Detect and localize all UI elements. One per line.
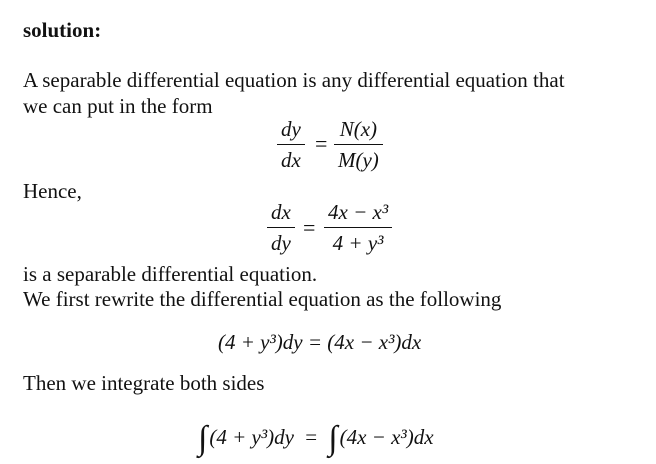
eq2-rhs-denominator: 4 + y³ xyxy=(332,231,384,256)
eq2-equals-sign: = xyxy=(303,215,316,240)
eq4-lhs-integrand: (4 + y³)dy xyxy=(209,425,294,449)
eq1-rhs-numerator: N(x) xyxy=(339,117,378,141)
eq2-lhs-fraction xyxy=(267,200,295,255)
eq1-equals-sign: = xyxy=(315,131,328,156)
rewrite-statement: We first rewrite the differential equation as the following xyxy=(23,287,502,311)
eq1-rhs-fraction-bar xyxy=(334,144,383,145)
eq4-equals-sign: = xyxy=(305,425,318,449)
eq1-rhs-fraction xyxy=(334,117,383,172)
separable-statement: is a separable differential equation. xyxy=(23,262,318,286)
eq4-rhs-integrand: (4x − x³)dx xyxy=(339,425,434,449)
eq2-lhs-fraction-bar xyxy=(267,227,295,228)
eq4-rhs-integral-sign: ∫ xyxy=(328,420,338,457)
integrate-statement: Then we integrate both sides xyxy=(23,371,265,395)
eq1-rhs-denominator: M(y) xyxy=(338,148,379,173)
eq2-lhs-numerator: dx xyxy=(271,200,291,224)
eq2-rhs-fraction-bar xyxy=(324,227,392,228)
hence-text: Hence, xyxy=(23,179,82,203)
intro-line-2: we can put in the form xyxy=(23,94,213,118)
eq2-lhs-denominator: dy xyxy=(271,231,291,256)
eq4-integral-equation xyxy=(198,415,434,457)
eq2-rhs-numerator: 4x − x³ xyxy=(328,200,389,224)
eq2-rhs-fraction xyxy=(324,200,392,255)
eq1-lhs-denominator: dx xyxy=(281,148,301,173)
eq3-rewritten-equation: (4 + y³)dy = (4x − x³)dx xyxy=(218,330,422,354)
eq1-lhs-numerator: dy xyxy=(281,117,301,141)
intro-line-1: A separable differential equation is any differential equation that xyxy=(23,68,565,92)
eq1-lhs-fraction-bar xyxy=(277,144,305,145)
eq1-lhs-fraction xyxy=(277,117,305,172)
solution-heading: solution: xyxy=(23,18,102,42)
eq4-lhs-integral-sign: ∫ xyxy=(198,420,208,457)
